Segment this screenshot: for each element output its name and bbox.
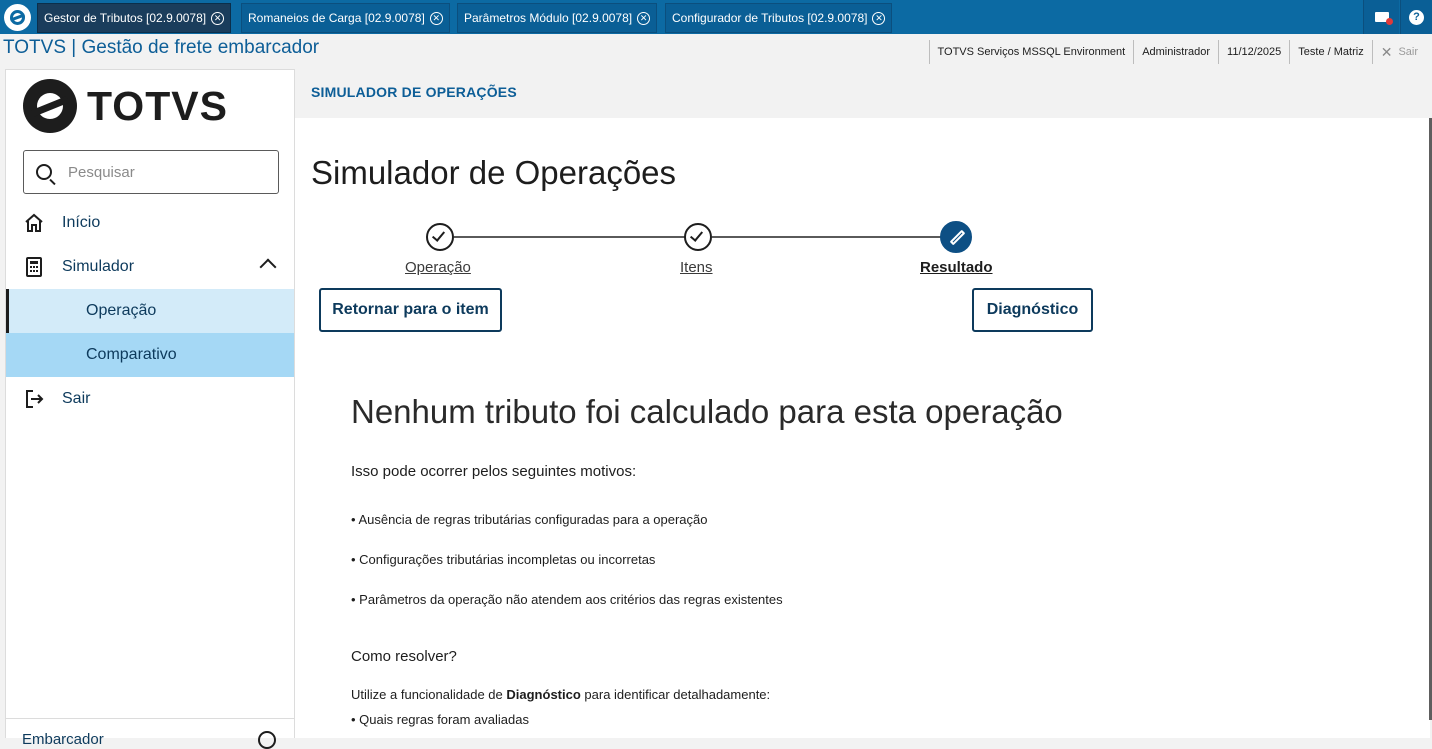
resolve-text-bold: Diagnóstico (506, 687, 581, 702)
tab-label: Romaneios de Carga [02.9.0078] (248, 11, 425, 25)
reason-item: • Configurações tributárias incompletas ou incorretas (351, 552, 656, 567)
brand-logo (23, 79, 228, 133)
tab-configurador-de-tributos[interactable] (665, 3, 892, 33)
close-tab-icon[interactable]: ✕ (430, 12, 443, 25)
logout-icon (24, 389, 44, 409)
sidebar-item-simulador[interactable] (6, 245, 294, 289)
page-title: Simulador de Operações (311, 154, 677, 191)
step-label-resultado: Resultado (920, 259, 993, 276)
tab-label: Configurador de Tributos [02.9.0078] (672, 11, 868, 25)
empty-result-title: Nenhum tributo foi calculado para esta operação (351, 393, 1063, 430)
return-to-item-button[interactable]: Retornar para o item (319, 288, 502, 332)
search-box[interactable] (23, 150, 279, 194)
totvs-logo-icon (23, 79, 77, 133)
stepper-connector (712, 236, 944, 238)
brand-name: TOTVS (87, 82, 228, 129)
resolve-text-pre: Utilize a funcionalidade de (351, 687, 507, 702)
environment-label: TOTVS Serviços MSSQL Environment (929, 40, 1134, 64)
resolve-text (351, 687, 770, 702)
main-content (295, 118, 1430, 738)
sidebar-item-label: Sair (62, 390, 91, 407)
sidebar-item-sair[interactable] (6, 377, 294, 421)
stepper-connector (454, 236, 698, 238)
sidebar-item-inicio[interactable] (6, 201, 294, 245)
mail-icon (1375, 12, 1389, 22)
sidebar-item-label: Simulador (62, 258, 135, 275)
company-label[interactable]: Teste / Matriz (1289, 40, 1371, 64)
reason-item: • Parâmetros da operação não atendem aos critérios das regras existentes (351, 592, 783, 607)
tab-label: Gestor de Tributos [02.9.0078] (44, 11, 207, 25)
close-icon: ✕ (1380, 43, 1393, 60)
calculator-icon (24, 257, 44, 277)
chevron-up-icon[interactable] (260, 259, 277, 276)
close-tab-icon[interactable]: ✕ (211, 12, 224, 25)
logout-button[interactable] (1372, 40, 1432, 64)
step-operacao-check-icon[interactable] (426, 223, 454, 251)
step-label-operacao[interactable]: Operação (405, 259, 471, 276)
sidebar-footer-label: Embarcador (22, 731, 104, 748)
date-label: 11/12/2025 (1218, 40, 1289, 64)
resolve-item: • Quais regras foram avaliadas (351, 712, 529, 727)
totvs-logo-icon[interactable] (4, 4, 31, 31)
close-tab-icon[interactable]: ✕ (872, 12, 885, 25)
resolve-title: Como resolver? (351, 648, 457, 665)
session-info-bar (929, 40, 1432, 64)
tab-label: Parâmetros Módulo [02.9.0078] (464, 11, 633, 25)
sidebar-item-operacao[interactable] (6, 289, 294, 333)
reason-item: • Ausência de regras tributárias configuradas para a operação (351, 512, 708, 527)
step-label-itens[interactable]: Itens (680, 259, 713, 276)
logout-label: Sair (1398, 46, 1418, 58)
tab-gestor-de-tributos[interactable] (37, 3, 231, 33)
user-label: Administrador (1133, 40, 1218, 64)
help-button[interactable] (1400, 0, 1432, 34)
mail-button[interactable] (1363, 0, 1399, 34)
sidebar-item-label: Operação (86, 302, 157, 319)
tab-parametros-modulo[interactable] (457, 3, 657, 33)
search-input[interactable] (68, 164, 258, 181)
close-tab-icon[interactable]: ✕ (637, 12, 650, 25)
window-tab-bar (0, 0, 1432, 34)
help-icon: ? (1409, 10, 1424, 25)
breadcrumb: SIMULADOR DE OPERAÇÕES (311, 84, 517, 100)
tab-romaneios-de-carga[interactable] (241, 3, 450, 33)
sidebar-footer (6, 718, 294, 748)
step-resultado-pencil-icon[interactable] (940, 221, 972, 253)
app-title: TOTVS | Gestão de frete embarcador (3, 37, 320, 58)
home-icon (24, 213, 44, 233)
sidebar-item-label: Comparativo (86, 346, 177, 363)
search-icon (36, 164, 52, 180)
sidebar-item-comparativo[interactable] (6, 333, 294, 377)
sidebar (5, 69, 295, 748)
step-itens-check-icon[interactable] (684, 223, 712, 251)
diagnostic-button[interactable]: Diagnóstico (972, 288, 1093, 332)
breadcrumb-bar (295, 69, 1432, 118)
sidebar-item-label: Início (62, 214, 101, 231)
reasons-intro: Isso pode ocorrer pelos seguintes motivos: (351, 463, 637, 480)
resolve-text-post: para identificar detalhadamente: (580, 687, 771, 702)
info-icon[interactable] (258, 731, 276, 749)
